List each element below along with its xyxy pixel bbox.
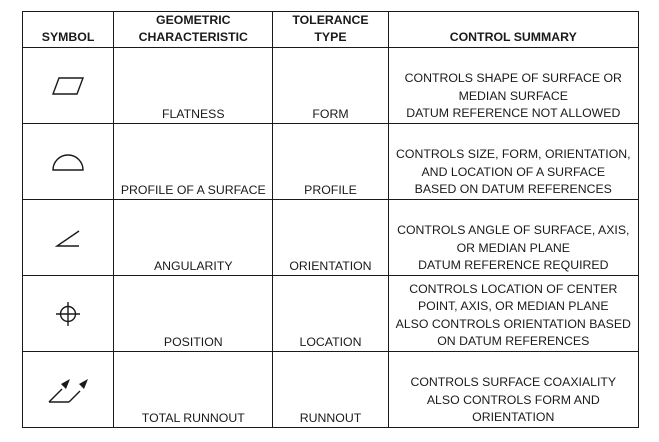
characteristic-cell: FLATNESS	[114, 48, 273, 124]
characteristic-cell: PROFILE OF A SURFACE	[114, 124, 273, 200]
summary-line: ALSO CONTROLS ORIENTATION BASED	[395, 316, 631, 331]
characteristic-cell: ANGULARITY	[114, 200, 273, 276]
control-summary-cell	[388, 124, 638, 200]
flatness-icon	[51, 76, 85, 96]
control-summary-cell	[388, 200, 638, 276]
summary-line: CONTROLS SURFACE COAXIALITY	[410, 375, 617, 390]
tolerance-type-cell: ORIENTATION	[273, 200, 388, 276]
profile-of-surface-icon	[50, 151, 86, 173]
header-geometric-characteristic	[114, 12, 273, 48]
header-tolerance-type	[273, 12, 388, 48]
header-geometric-line-1: GEOMETRIC	[156, 13, 231, 27]
summary-line: AND LOCATION OF A SURFACE	[421, 164, 606, 179]
control-summary-cell	[388, 276, 638, 352]
header-tolerance-line-1: TOLERANCE	[292, 13, 369, 27]
summary-line: DATUM REFERENCE REQUIRED	[418, 258, 609, 273]
summary-line: CONTROLS ANGLE OF SURFACE, AXIS,	[397, 223, 630, 238]
table-row	[23, 352, 639, 428]
summary-line: BASED ON DATUM REFERENCES	[414, 182, 612, 197]
summary-line: CONTROLS SHAPE OF SURFACE OR	[404, 71, 622, 86]
header-control-summary	[388, 12, 638, 48]
table-row	[23, 48, 639, 124]
summary-line: OR MEDIAN PLANE	[456, 240, 570, 255]
summary-line: ON DATUM REFERENCES	[437, 334, 590, 349]
summary-line: ORIENTATION	[472, 410, 555, 425]
symbol-cell	[23, 200, 114, 276]
symbol-cell	[23, 352, 114, 428]
table-row	[23, 200, 639, 276]
characteristic-cell: POSITION	[114, 276, 273, 352]
gdt-symbols-table	[22, 11, 639, 428]
tolerance-type-cell: PROFILE	[273, 124, 388, 200]
table-row	[23, 124, 639, 200]
tolerance-type-cell: LOCATION	[273, 276, 388, 352]
symbol-cell	[23, 124, 114, 200]
header-geometric-line-2: CHARACTERISTIC	[138, 30, 248, 44]
summary-line: CONTROLS LOCATION OF CENTER	[409, 281, 618, 296]
summary-line: POINT, AXIS, OR MEDIAN PLANE	[417, 299, 609, 314]
header-row	[23, 12, 639, 48]
control-summary-cell	[388, 352, 638, 428]
header-symbol	[23, 12, 114, 48]
position-icon	[54, 300, 82, 328]
control-summary-cell	[388, 48, 638, 124]
tolerance-type-cell: FORM	[273, 48, 388, 124]
table-row	[23, 276, 639, 352]
symbol-cell	[23, 48, 114, 124]
summary-line: MEDIAN SURFACE	[458, 88, 568, 103]
summary-line: DATUM REFERENCE NOT ALLOWED	[406, 106, 621, 121]
angularity-icon	[53, 227, 83, 249]
tolerance-type-cell: RUNNOUT	[273, 352, 388, 428]
symbol-cell	[23, 276, 114, 352]
summary-line: ALSO CONTROLS FORM AND	[426, 392, 600, 407]
characteristic-cell: TOTAL RUNNOUT	[114, 352, 273, 428]
summary-line: CONTROLS SIZE, FORM, ORIENTATION,	[396, 147, 631, 162]
header-summary-label: CONTROL SUMMARY	[449, 30, 577, 44]
total-runout-icon	[46, 375, 90, 405]
header-symbol-label: SYMBOL	[41, 30, 95, 44]
header-tolerance-line-2: TYPE	[314, 30, 347, 44]
